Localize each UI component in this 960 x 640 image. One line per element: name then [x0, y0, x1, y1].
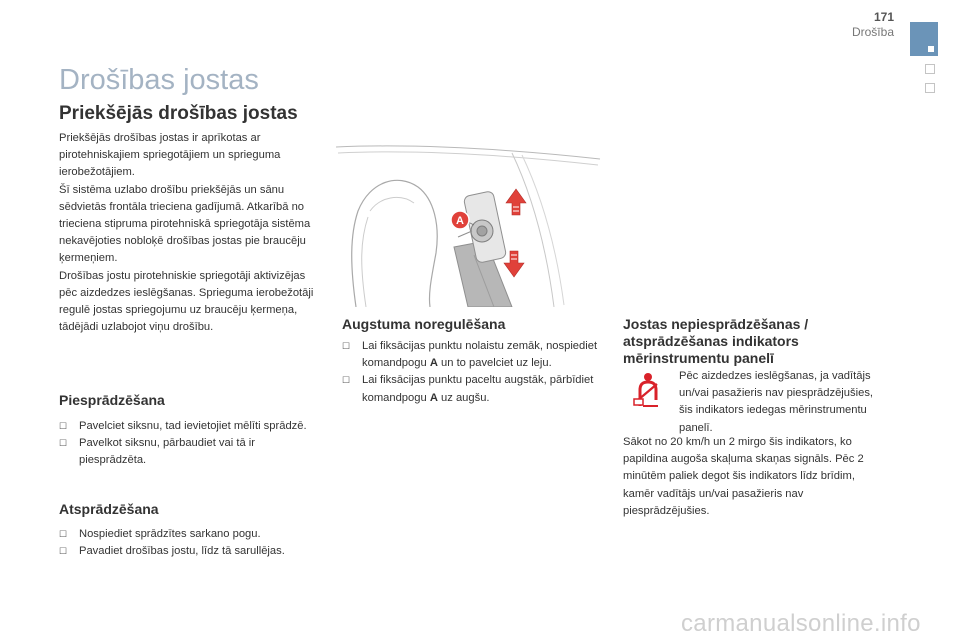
arrow-up-icon	[506, 189, 526, 215]
front-belts-heading: Priekšējās drošības jostas	[59, 103, 298, 124]
section-tab[interactable]	[925, 83, 935, 93]
seatbelt-warning-icon	[632, 372, 662, 408]
list-item	[59, 543, 329, 560]
fastening-heading: Piesprādzēšana	[59, 392, 165, 408]
list-item-text: Lai fiksācijas punktu paceltu augstāk, pārbīdiet komandpogu	[362, 374, 594, 404]
button-a-ref: A	[429, 357, 438, 370]
list-item-text: Lai fiksācijas punktu nolaistu zemāk, nospiediet komandpogu	[362, 340, 598, 370]
bullet-icon: ☐	[342, 375, 351, 386]
bullet-icon: ☐	[59, 546, 68, 557]
list-item	[59, 526, 329, 543]
button-a-ref: A	[429, 391, 438, 404]
paragraph: Šī sistēma uzlabo drošību priekšējās un sānu sēdvietās frontāla trieciena gadījumā. Atkarībā no trieciena stipruma pirotehniskā spriegotāja sistēma nekavējoties nobloķē drošības jostas pie braucēju ķermeņiem.	[59, 183, 311, 265]
bullet-icon: ☐	[342, 341, 351, 351]
list-item	[342, 338, 602, 372]
page-title: Drošības jostas	[59, 64, 259, 96]
list-item	[59, 435, 309, 469]
section-name: Drošība	[851, 25, 894, 39]
arrow-down-icon	[504, 251, 524, 277]
section-tab[interactable]	[925, 64, 935, 74]
bullet-icon: ☐	[59, 438, 68, 449]
list-item-text: un to pavelciet uz leju.	[437, 357, 552, 370]
seatbelt-height-illustration	[336, 145, 608, 307]
list-item-text: Pavelkot siksnu, pārbaudiet vai tā ir piesprādzēta.	[79, 437, 255, 467]
callout-a-label: A	[456, 215, 464, 227]
list-item-text: Nospiediet sprādzītes sarkano pogu.	[79, 528, 261, 540]
list-item	[59, 418, 309, 435]
height-adjust-heading: Augstuma noregulēšana	[342, 316, 506, 332]
indicator-heading: Jostas nepiesprādzēšanas / atsprādzēšanas indikators mērinstrumentu panelī	[623, 316, 809, 366]
height-adjust-list	[342, 338, 602, 407]
front-belts-description	[59, 130, 319, 336]
unfastening-list	[59, 526, 329, 560]
paragraph: Priekšējās drošības jostas ir aprīkotas ar pirotehniskajiem spriegotājiem un sprieguma ierobežotājiem.	[59, 132, 281, 179]
tab-marker-icon	[928, 46, 934, 52]
bullet-icon: ☐	[59, 529, 68, 539]
list-item-text: Pavelciet siksnu, tad ievietojiet mēlīti sprādzē.	[79, 420, 307, 432]
section-tab-active[interactable]	[910, 22, 938, 56]
unfastening-heading: Atsprādzēšana	[59, 501, 159, 517]
page-number: 171	[873, 10, 894, 24]
paragraph: Drošības jostu pirotehniskie spriegotāji aktivizējas pēc aizdedzes ieslēgšanas. Sprieguma ierobežotāji regulē jostas spriegojumu uz braucēju ķermeņa, tādējādi uzlabojot viņu drošību.	[59, 269, 314, 334]
list-item-text: uz augšu.	[437, 391, 490, 404]
watermark: carmanualsonline.info	[681, 610, 921, 637]
list-item-text: Pavadiet drošības jostu, līdz tā sarullējas.	[79, 545, 285, 558]
indicator-description-2: Sākot no 20 km/h un 2 mirgo šis indikators, ko papildina augoša skaļuma skaņas signāls. Pēc 2 minūtēm paliek degot šis indikators līdz brīdim, kamēr vadītājs un/vai pasažieris nav piesprādzējušies.	[623, 436, 864, 517]
fastening-list	[59, 418, 309, 470]
list-item	[342, 372, 602, 406]
indicator-description: Pēc aizdedzes ieslēgšanas, ja vadītājs un/vai pasažieris nav piesprādzējušies, šis indikators iedegas mērinstrumentu panelī.	[679, 370, 874, 434]
bullet-icon: ☐	[59, 421, 68, 431]
